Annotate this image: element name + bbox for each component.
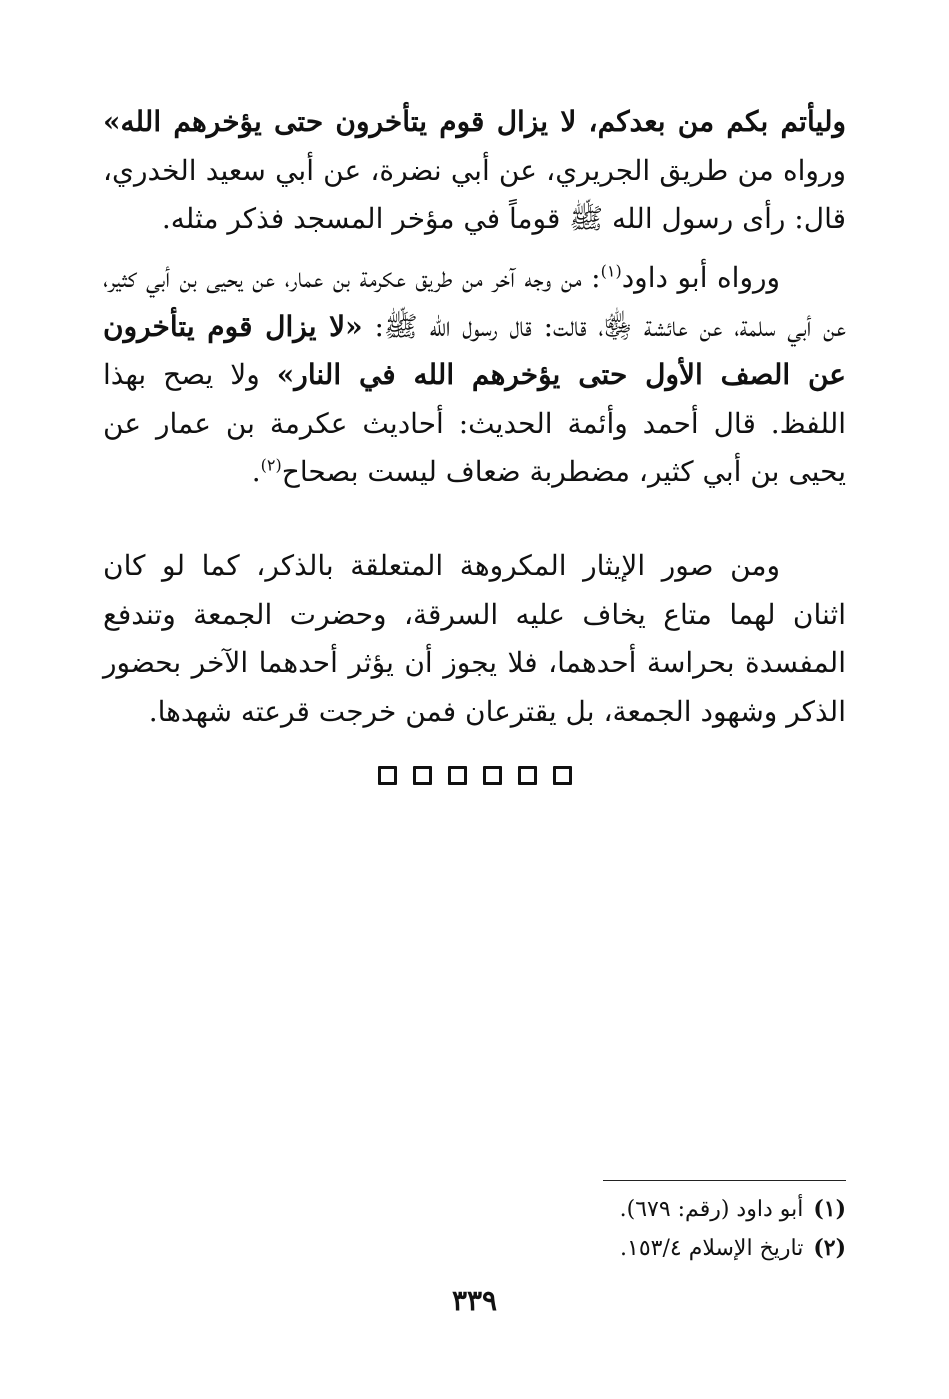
square-outline-icon bbox=[553, 766, 572, 785]
footnotes-list bbox=[446, 1190, 846, 1268]
square-outline-icon bbox=[483, 766, 502, 785]
paragraph-2-text-c: ولا يصح بهذا اللفظ. قال أحمد وأئمة الحديث: أحاديث عكرمة بن عمار عن يحيى بن أبي كثير، مضطربة ضعاف ليست بصحاح bbox=[103, 358, 846, 488]
footnote-text: أبو داود (رقم: ٦٧٩). bbox=[619, 1197, 804, 1222]
paragraph-2 bbox=[103, 254, 846, 497]
footnote-2 bbox=[446, 1229, 846, 1268]
paragraph-2-text-a: ورواه أبو داود bbox=[621, 261, 781, 294]
paragraph-2-text-b: : من وجه آخر من طريق عكرمة بن عمار، عن يحيى بن أبي كثير، عن أبي سلمة، عن عائشة ﵂، قالت: قال رسول الله ﷺ: bbox=[103, 261, 847, 343]
footnote-number: (١) bbox=[813, 1196, 846, 1222]
square-outline-icon bbox=[448, 766, 467, 785]
footnote-ref-1: (١) bbox=[600, 261, 622, 281]
paragraph-2-text-d: . bbox=[251, 455, 261, 488]
hadith-quote-bold: وليأتم بكم من بعدكم، لا يزال قوم يتأخرون حتى يؤخرهم الله» bbox=[103, 105, 846, 138]
footnote-1 bbox=[446, 1190, 846, 1229]
paragraph-3: ومن صور الإيثار المكروهة المتعلقة بالذكر، كما لو كان اثنان لهما متاع يخاف عليه السرقة، وحضرت الجمعة وتندفع المفسدة بحراسة أحدهما، فلا يجوز أن يؤثر أحدهما الآخر بحضور الذكر وشهود الجمعة، بل يقترعان فمن خرجت قرعته شهدها. bbox=[103, 549, 846, 728]
footnote-ref-2: (٢) bbox=[260, 455, 282, 475]
section-separator bbox=[0, 766, 949, 785]
square-outline-icon bbox=[378, 766, 397, 785]
square-outline-icon bbox=[518, 766, 537, 785]
page-number: ٣٣٩ bbox=[451, 1284, 498, 1317]
footnote-number: (٢) bbox=[813, 1235, 846, 1261]
paragraph-1 bbox=[103, 98, 846, 244]
footnote-text: تاريخ الإسلام ١٥٣/٤. bbox=[620, 1236, 804, 1261]
paragraph-1-text: ورواه من طريق الجريري، عن أبي نضرة، عن أبي سعيد الخدري، قال: رأى رسول الله ﷺ قوماً في مؤخر المسجد فذكر مثله. bbox=[103, 153, 846, 235]
footnote-divider bbox=[603, 1180, 846, 1181]
hadith-quote-bold-2: «لا يزال قوم يتأخرون عن الصف الأول حتى يؤخرهم الله في النار» bbox=[103, 309, 847, 391]
square-outline-icon bbox=[413, 766, 432, 785]
